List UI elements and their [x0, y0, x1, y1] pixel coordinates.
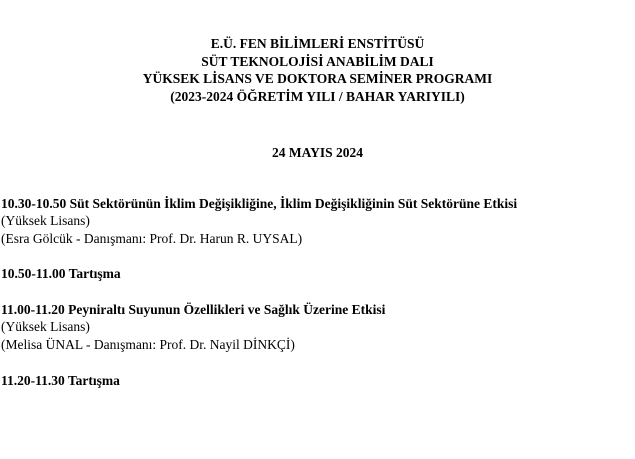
- session-1-title: 10.30-10.50 Süt Sektörünün İklim Değişikliğine, İklim Değişikliğinin Süt Sektörüne Etkisi: [1, 196, 518, 211]
- discussion-2: 11.20-11.30 Tartışma: [1, 373, 120, 388]
- session-1-presenter: (Esra Gölcük - Danışmanı: Prof. Dr. Harun R. UYSAL): [1, 231, 303, 246]
- program-title: YÜKSEK LİSANS VE DOKTORA SEMİNER PROGRAMI: [142, 71, 493, 86]
- session-1-level: (Yüksek Lisans): [1, 213, 90, 228]
- semester-title: (2023-2024 ÖĞRETİM YILI / BAHAR YARIYILI): [170, 88, 465, 104]
- institute-title: E.Ü. FEN BİLİMLERİ ENSTİTÜSÜ: [210, 36, 425, 51]
- session-2-presenter: (Melisa ÜNAL - Danışmanı: Prof. Dr. Nayil DİNKÇİ): [1, 337, 295, 352]
- seminar-date: 24 MAYIS 2024: [271, 145, 363, 160]
- program-header: [0, 35, 635, 105]
- discussion-1: 10.50-11.00 Tartışma: [1, 266, 121, 281]
- session-2-title: 11.00-11.20 Peyniraltı Suyunun Özellikleri ve Sağlık Üzerine Etkisi: [1, 302, 386, 317]
- department-title: SÜT TEKNOLOJİSİ ANABİLİM DALI: [201, 53, 434, 69]
- session-2-level: (Yüksek Lisans): [1, 319, 90, 334]
